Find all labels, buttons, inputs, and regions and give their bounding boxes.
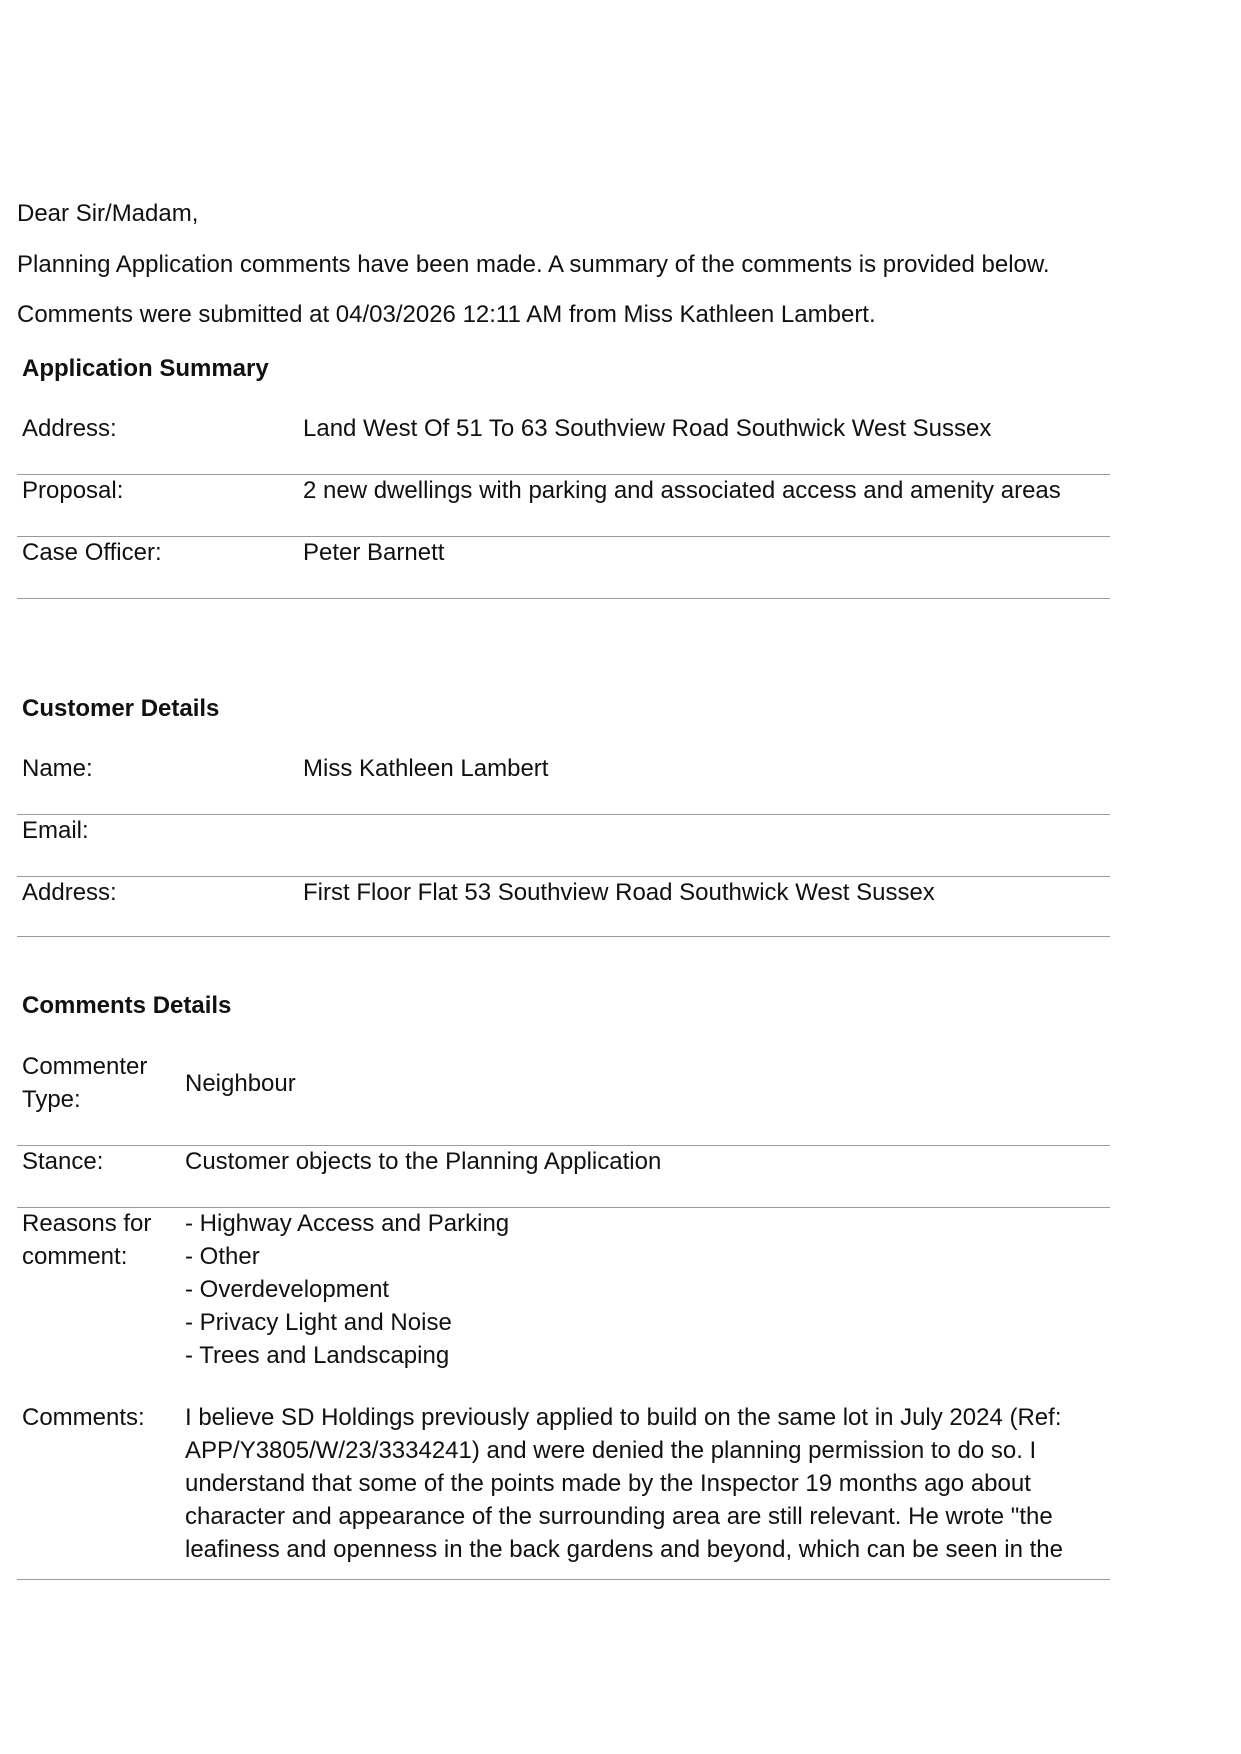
greeting: Dear Sir/Madam, [17, 200, 199, 227]
commenter-type-row [17, 1050, 1110, 1146]
reasons-row [17, 1207, 1110, 1401]
case-officer-value: Peter Barnett [303, 539, 445, 566]
case-officer-label: Case Officer: [22, 539, 162, 566]
application-address-value: Land West Of 51 To 63 Southview Road Southwick West Sussex [303, 415, 992, 442]
stance-value: Customer objects to the Planning Application [185, 1148, 662, 1175]
reason-item: - Highway Access and Parking [185, 1210, 510, 1237]
comment-line: understand that some of the points made by the Inspector 19 months ago about [185, 1470, 1031, 1497]
intro-line-1: Planning Application comments have been made. A summary of the comments is provided below. [17, 251, 1050, 278]
reasons-label-line-1: Reasons for [22, 1210, 152, 1237]
application-address-row [17, 412, 1110, 475]
comments-row [17, 1401, 1110, 1580]
stance-row [17, 1145, 1110, 1208]
stance-label: Stance: [22, 1148, 104, 1175]
customer-address-row [17, 876, 1110, 937]
comment-line: I believe SD Holdings previously applied to build on the same lot in July 2024 (Ref: [185, 1404, 1062, 1431]
application-summary-heading: Application Summary [22, 355, 269, 382]
commenter-type-label [22, 1050, 172, 1116]
proposal-row [17, 474, 1110, 537]
reason-item: - Privacy Light and Noise [185, 1309, 452, 1336]
reason-item: - Overdevelopment [185, 1276, 390, 1303]
intro-line-2: Comments were submitted at 04/03/2026 12:11 AM from Miss Kathleen Lambert. [17, 301, 876, 328]
commenter-type-label-line-1: Commenter [22, 1053, 148, 1080]
reason-item: - Trees and Landscaping [185, 1342, 450, 1369]
comments-details-heading: Comments Details [22, 992, 232, 1019]
commenter-type-label-line-2: Type: [22, 1086, 81, 1113]
reasons-label [22, 1207, 172, 1273]
customer-name-row [17, 752, 1110, 815]
reasons-list [185, 1207, 1110, 1372]
customer-details-heading: Customer Details [22, 695, 220, 722]
case-officer-row [17, 536, 1110, 599]
customer-address-value: First Floor Flat 53 Southview Road Southwick West Sussex [303, 879, 935, 906]
proposal-label: Proposal: [22, 477, 124, 504]
application-address-label: Address: [22, 415, 117, 442]
comment-line: leafiness and openness in the back gardens and beyond, which can be seen in the [185, 1536, 1063, 1563]
proposal-value: 2 new dwellings with parking and associated access and amenity areas [303, 477, 1061, 504]
reason-item: - Other [185, 1243, 260, 1270]
comments-label: Comments: [22, 1404, 145, 1431]
customer-email-row [17, 814, 1110, 877]
comments-text [185, 1401, 1110, 1566]
reasons-label-line-2: comment: [22, 1243, 128, 1270]
comment-line: APP/Y3805/W/23/3334241) and were denied the planning permission to do so. I [185, 1437, 1037, 1464]
customer-name-value: Miss Kathleen Lambert [303, 755, 549, 782]
commenter-type-value: Neighbour [185, 1070, 296, 1097]
customer-email-label: Email: [22, 817, 89, 844]
customer-name-label: Name: [22, 755, 93, 782]
customer-address-label: Address: [22, 879, 117, 906]
comment-line: character and appearance of the surrounding area are still relevant. He wrote "the [185, 1503, 1053, 1530]
